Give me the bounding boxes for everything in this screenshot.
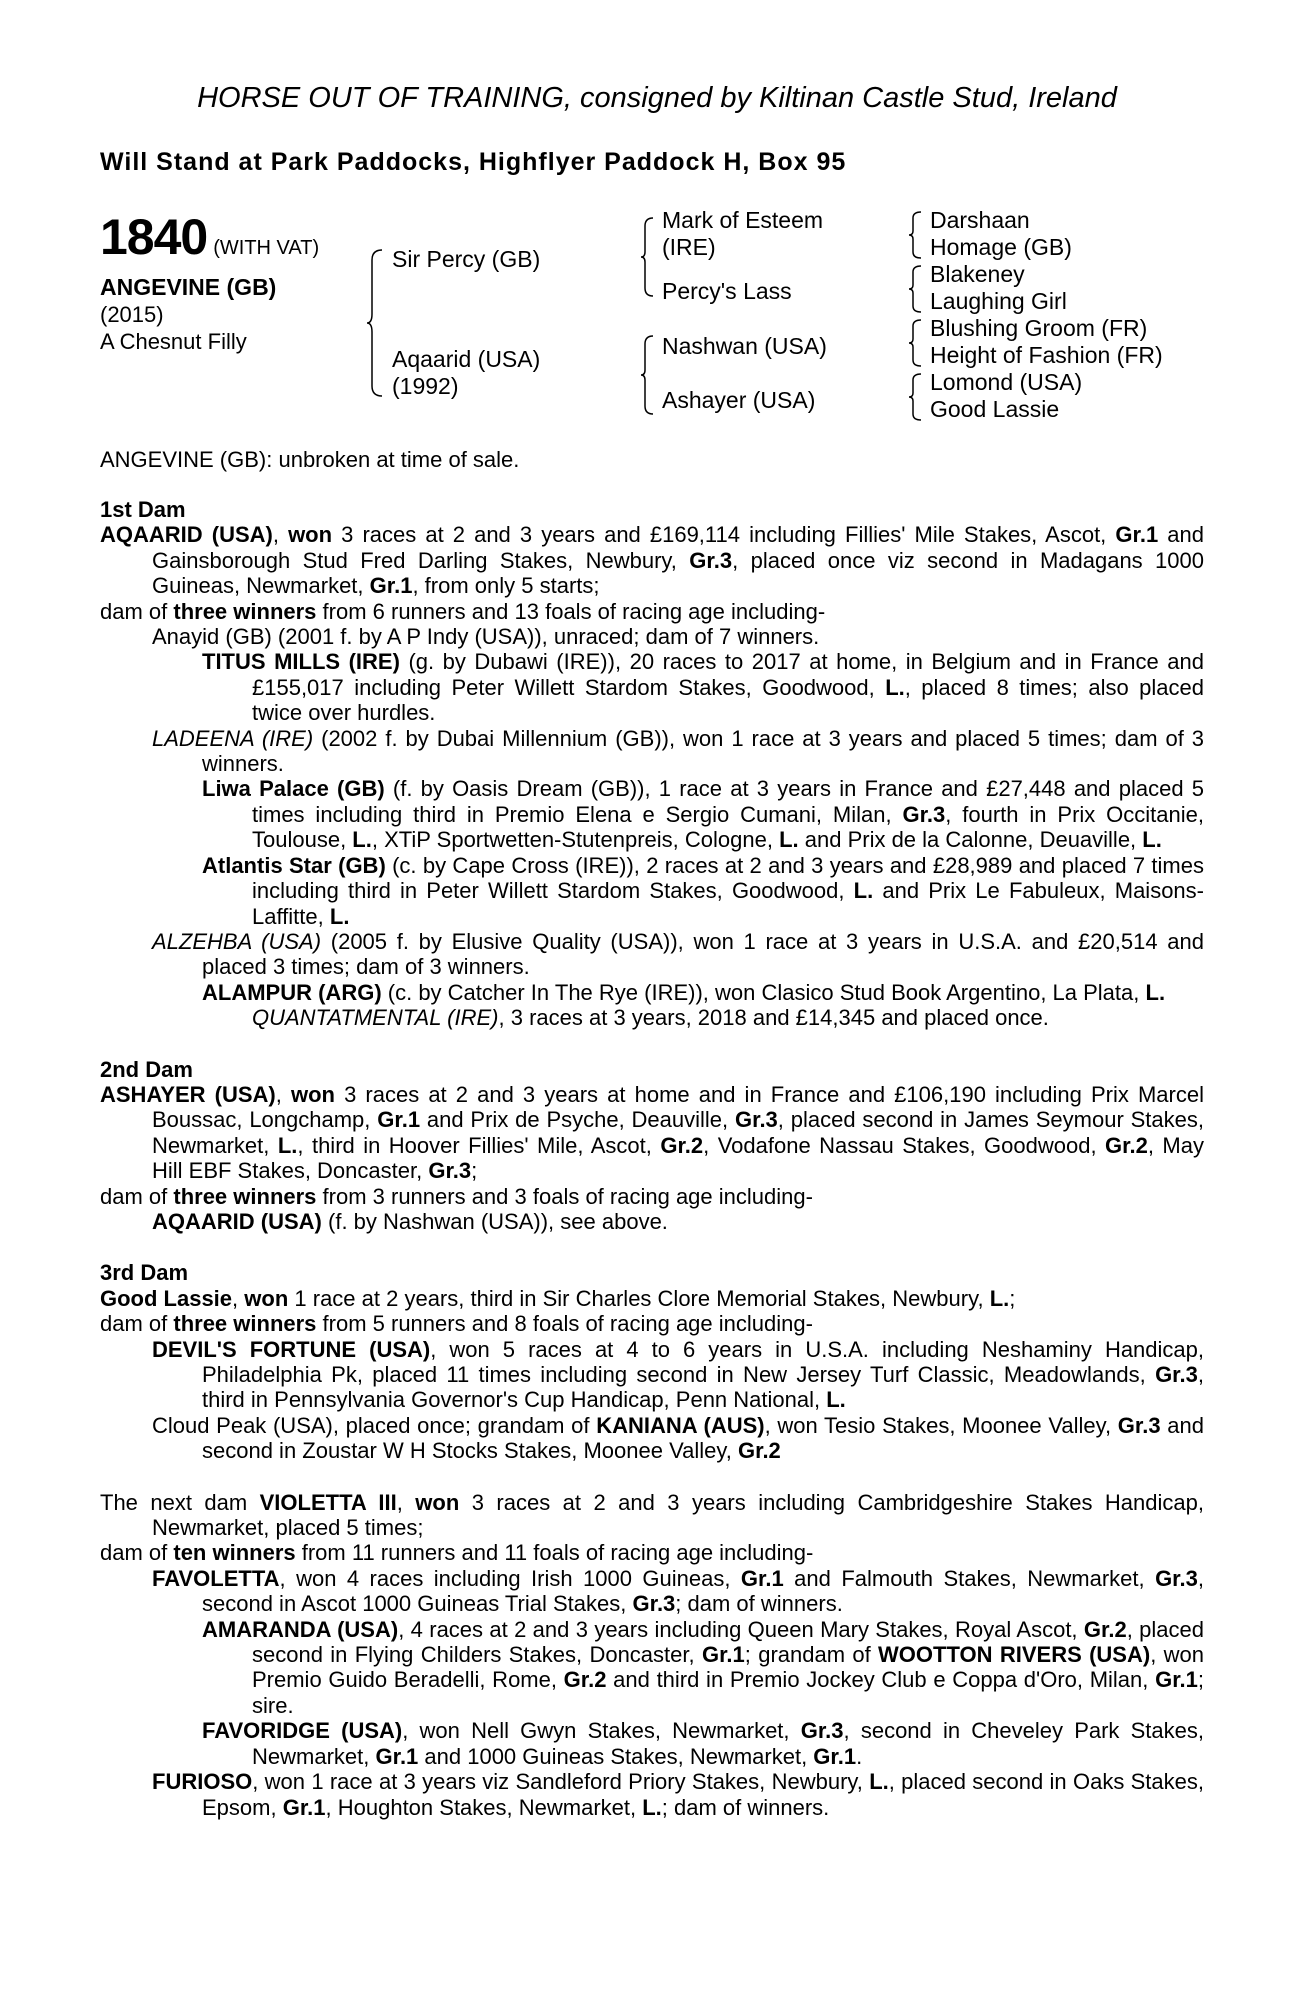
lot-block [100,208,360,355]
produce-entry: AMARANDA (USA), 4 races at 2 and 3 years including Queen Mary Stakes, Royal Ascot, Gr.2, placed second in Flying Childers Stakes, Doncaster, Gr.1; grandam of WOOTTON RIVERS (USA), won Premio Guido Beradelli, Rome, Gr.2 and third in Premio Jockey Club e Coppa d'Oro, Milan, Gr.1; sire. [202,1616,1205,1718]
produce-entry: TITUS MILLS (IRE) (g. by Dubawi (IRE)), 20 races to 2017 at home, in Belgium and in France and £155,017 including Peter Willett Stardom Stakes, Goodwood, L., placed 8 times; also placed twice over hurdles. [202,649,1205,726]
produce-entry: Atlantis Star (GB) (c. by Cape Cross (IRE)), 2 races at 2 and 3 years and £28,989 and placed 7 times including third in Peter Willett Stardom Stakes, Goodwood, L. and Prix Le Fabuleux, Maisons-Laffitte, L. [202,852,1204,929]
pedigree-sire-sire-country: (IRE) [662,234,716,260]
pedigree-dam-dam: Ashayer (USA) [662,387,816,413]
produce-entry: FAVORIDGE (USA), won Nell Gwyn Stakes, Newmarket, Gr.3, second in Cheveley Park Stakes, Newmarket, Gr.1 and 1000 Guineas Stakes, Newmarket, Gr.1. [202,1718,1204,1769]
pedigree-brace-g2 [908,264,924,314]
pedigree-brace-main [366,248,386,398]
produce-entry: Anayid (GB) (2001 f. by A P Indy (USA)), unraced; dam of 7 winners. [152,624,820,650]
catalogue-body [100,497,1204,1820]
pedigree-g7: Lomond (USA) [930,369,1083,395]
horse-name: ANGEVINE (GB) [100,274,277,300]
dam-produce-summary: dam of three winners from 5 runners and 8 foals of racing age including- [100,1311,813,1337]
horse-year: (2015) [100,302,164,327]
pedigree-brace-dam [640,334,656,416]
produce-entry: FAVOLETTA, won 4 races including Irish 1000 Guineas, Gr.1 and Falmouth Stakes, Newmarket, Gr.3, second in Ascot 1000 Guineas Trial Stakes, Gr.3; dam of winners. [152,1565,1204,1617]
section-heading-3rd-dam: 3rd Dam [100,1260,189,1286]
dam-produce-summary: dam of three winners from 6 runners and 13 foals of racing age including- [100,598,826,624]
section-heading-2nd-dam: 2nd Dam [100,1056,193,1082]
produce-entry: FURIOSO, won 1 race at 3 years viz Sandleford Priory Stakes, Newbury, L., placed second in Oaks Stakes, Epsom, Gr.1, Houghton Stakes, Newmarket, L.; dam of winners. [152,1769,1204,1820]
pedigree-dam: Aqaarid (USA) [392,346,541,372]
pedigree-sire-sire: Mark of Esteem [662,207,824,233]
section-heading-1st-dam: 1st Dam [100,497,186,522]
pedigree-g8: Good Lassie [930,396,1060,422]
produce-entry: AQAARID (USA) (f. by Nashwan (USA)), see above. [152,1208,668,1234]
pedigree-g5: Blushing Groom (FR) [930,315,1148,341]
pedigree-sire-dam: Percy's Lass [662,278,792,304]
pedigree-g1: Darshaan [930,207,1030,233]
produce-entry: Liwa Palace (GB) (f. by Oasis Dream (GB)), 1 race at 3 years in France and £27,448 and placed 5 times including third in Premio Elena e Sergio Cumani, Milan, Gr.3, fourth in Prix Occitanie, Toulouse, L., XTiP Sportwetten-Stutenpreis, Cologne, L. and Prix de la Calonne, Deuaville, L. [202,776,1204,853]
horse-description: A Chesnut Filly [100,329,247,354]
pedigree-sire: Sir Percy (GB) [392,246,541,272]
produce-entry: DEVIL'S FORTUNE (USA), won 5 races at 4 to 6 years in U.S.A. including Neshaminy Handicap, Philadelphia Pk, placed 11 times including second in New Jersey Turf Classic, Meadowlands, Gr.3, third in Pennsylvania Governor's Cup Handicap, Penn National, L. [152,1336,1205,1413]
produce-entry: QUANTATMENTAL (IRE), 3 races at 3 years, 2018 and £14,345 and placed once. [252,1005,1049,1031]
pedigree-dam-year: (1992) [392,373,459,399]
produce-entry: ALZEHBA (USA) (2005 f. by Elusive Quality (USA)), won 1 race at 3 years in U.S.A. and £20,514 and placed 3 times; dam of 3 winners. [152,928,1204,980]
produce-entry: LADEENA (IRE) (2002 f. by Dubai Millennium (GB)), won 1 race at 3 years and placed 5 times; dam of 3 winners. [152,725,1204,777]
pedigree-brace-g4 [908,372,924,422]
dam-entry: Good Lassie, won 1 race at 2 years, third in Sir Charles Clore Memorial Stakes, Newbury, L.; [100,1285,1016,1311]
pedigree-dam-sire: Nashwan (USA) [662,333,827,359]
dam-entry: AQAARID (USA), won 3 races at 2 and 3 years and £169,114 including Fillies' Mile Stakes, Ascot, Gr.1 and Gainsborough Stud Fred Darling Stakes, Newbury, Gr.3, placed once viz second in Madagans 1000 Guineas, Newmarket, Gr.1, from only 5 starts; [100,522,1204,599]
page-title: HORSE OUT OF TRAINING, consigned by Kiltinan Castle Stud, Ireland [197,82,1117,114]
dam-produce-summary: dam of three winners from 3 runners and 3 foals of racing age including- [100,1183,813,1209]
stand-location: Will Stand at Park Paddocks, Highflyer Paddock H, Box 95 [100,148,847,176]
lot-vat: (WITH VAT) [213,237,320,259]
pedigree-brace-g1 [908,210,924,260]
produce-entry: ALAMPUR (ARG) (c. by Catcher In The Rye (IRE)), won Clasico Stud Book Argentino, La Plata, L. [202,979,1166,1005]
sale-note: ANGEVINE (GB): unbroken at time of sale. [100,447,520,472]
pedigree-brace-sire [640,216,656,298]
pedigree-g3: Blakeney [930,261,1025,287]
lot-number: 1840 [100,209,208,265]
pedigree-g6: Height of Fashion (FR) [930,342,1163,368]
produce-entry: Cloud Peak (USA), placed once; grandam of KANIANA (AUS), won Tesio Stakes, Moonee Valley, Gr.3 and second in Zoustar W H Stocks Stakes, Moonee Valley, Gr.2 [152,1412,1204,1464]
dam-produce-summary: dam of ten winners from 11 runners and 11 foals of racing age including- [100,1540,814,1566]
dam-entry: The next dam VIOLETTA III, won 3 races at 2 and 3 years including Cambridgeshire Stakes Handicap, Newmarket, placed 5 times; [100,1489,1204,1541]
pedigree-g2: Homage (GB) [930,234,1072,260]
pedigree-brace-g3 [908,318,924,368]
pedigree-g4: Laughing Girl [930,288,1067,314]
dam-entry: ASHAYER (USA), won 3 races at 2 and 3 years at home and in France and £106,190 including Prix Marcel Boussac, Longchamp, Gr.1 and Prix de Psyche, Deauville, Gr.3, placed second in James Seymour Stakes, Newmarket, L., third in Hoover Fillies' Mile, Ascot, Gr.2, Vodafone Nassau Stakes, Goodwood, Gr.2, May Hill EBF Stakes, Doncaster, Gr.3; [100,1081,1204,1184]
